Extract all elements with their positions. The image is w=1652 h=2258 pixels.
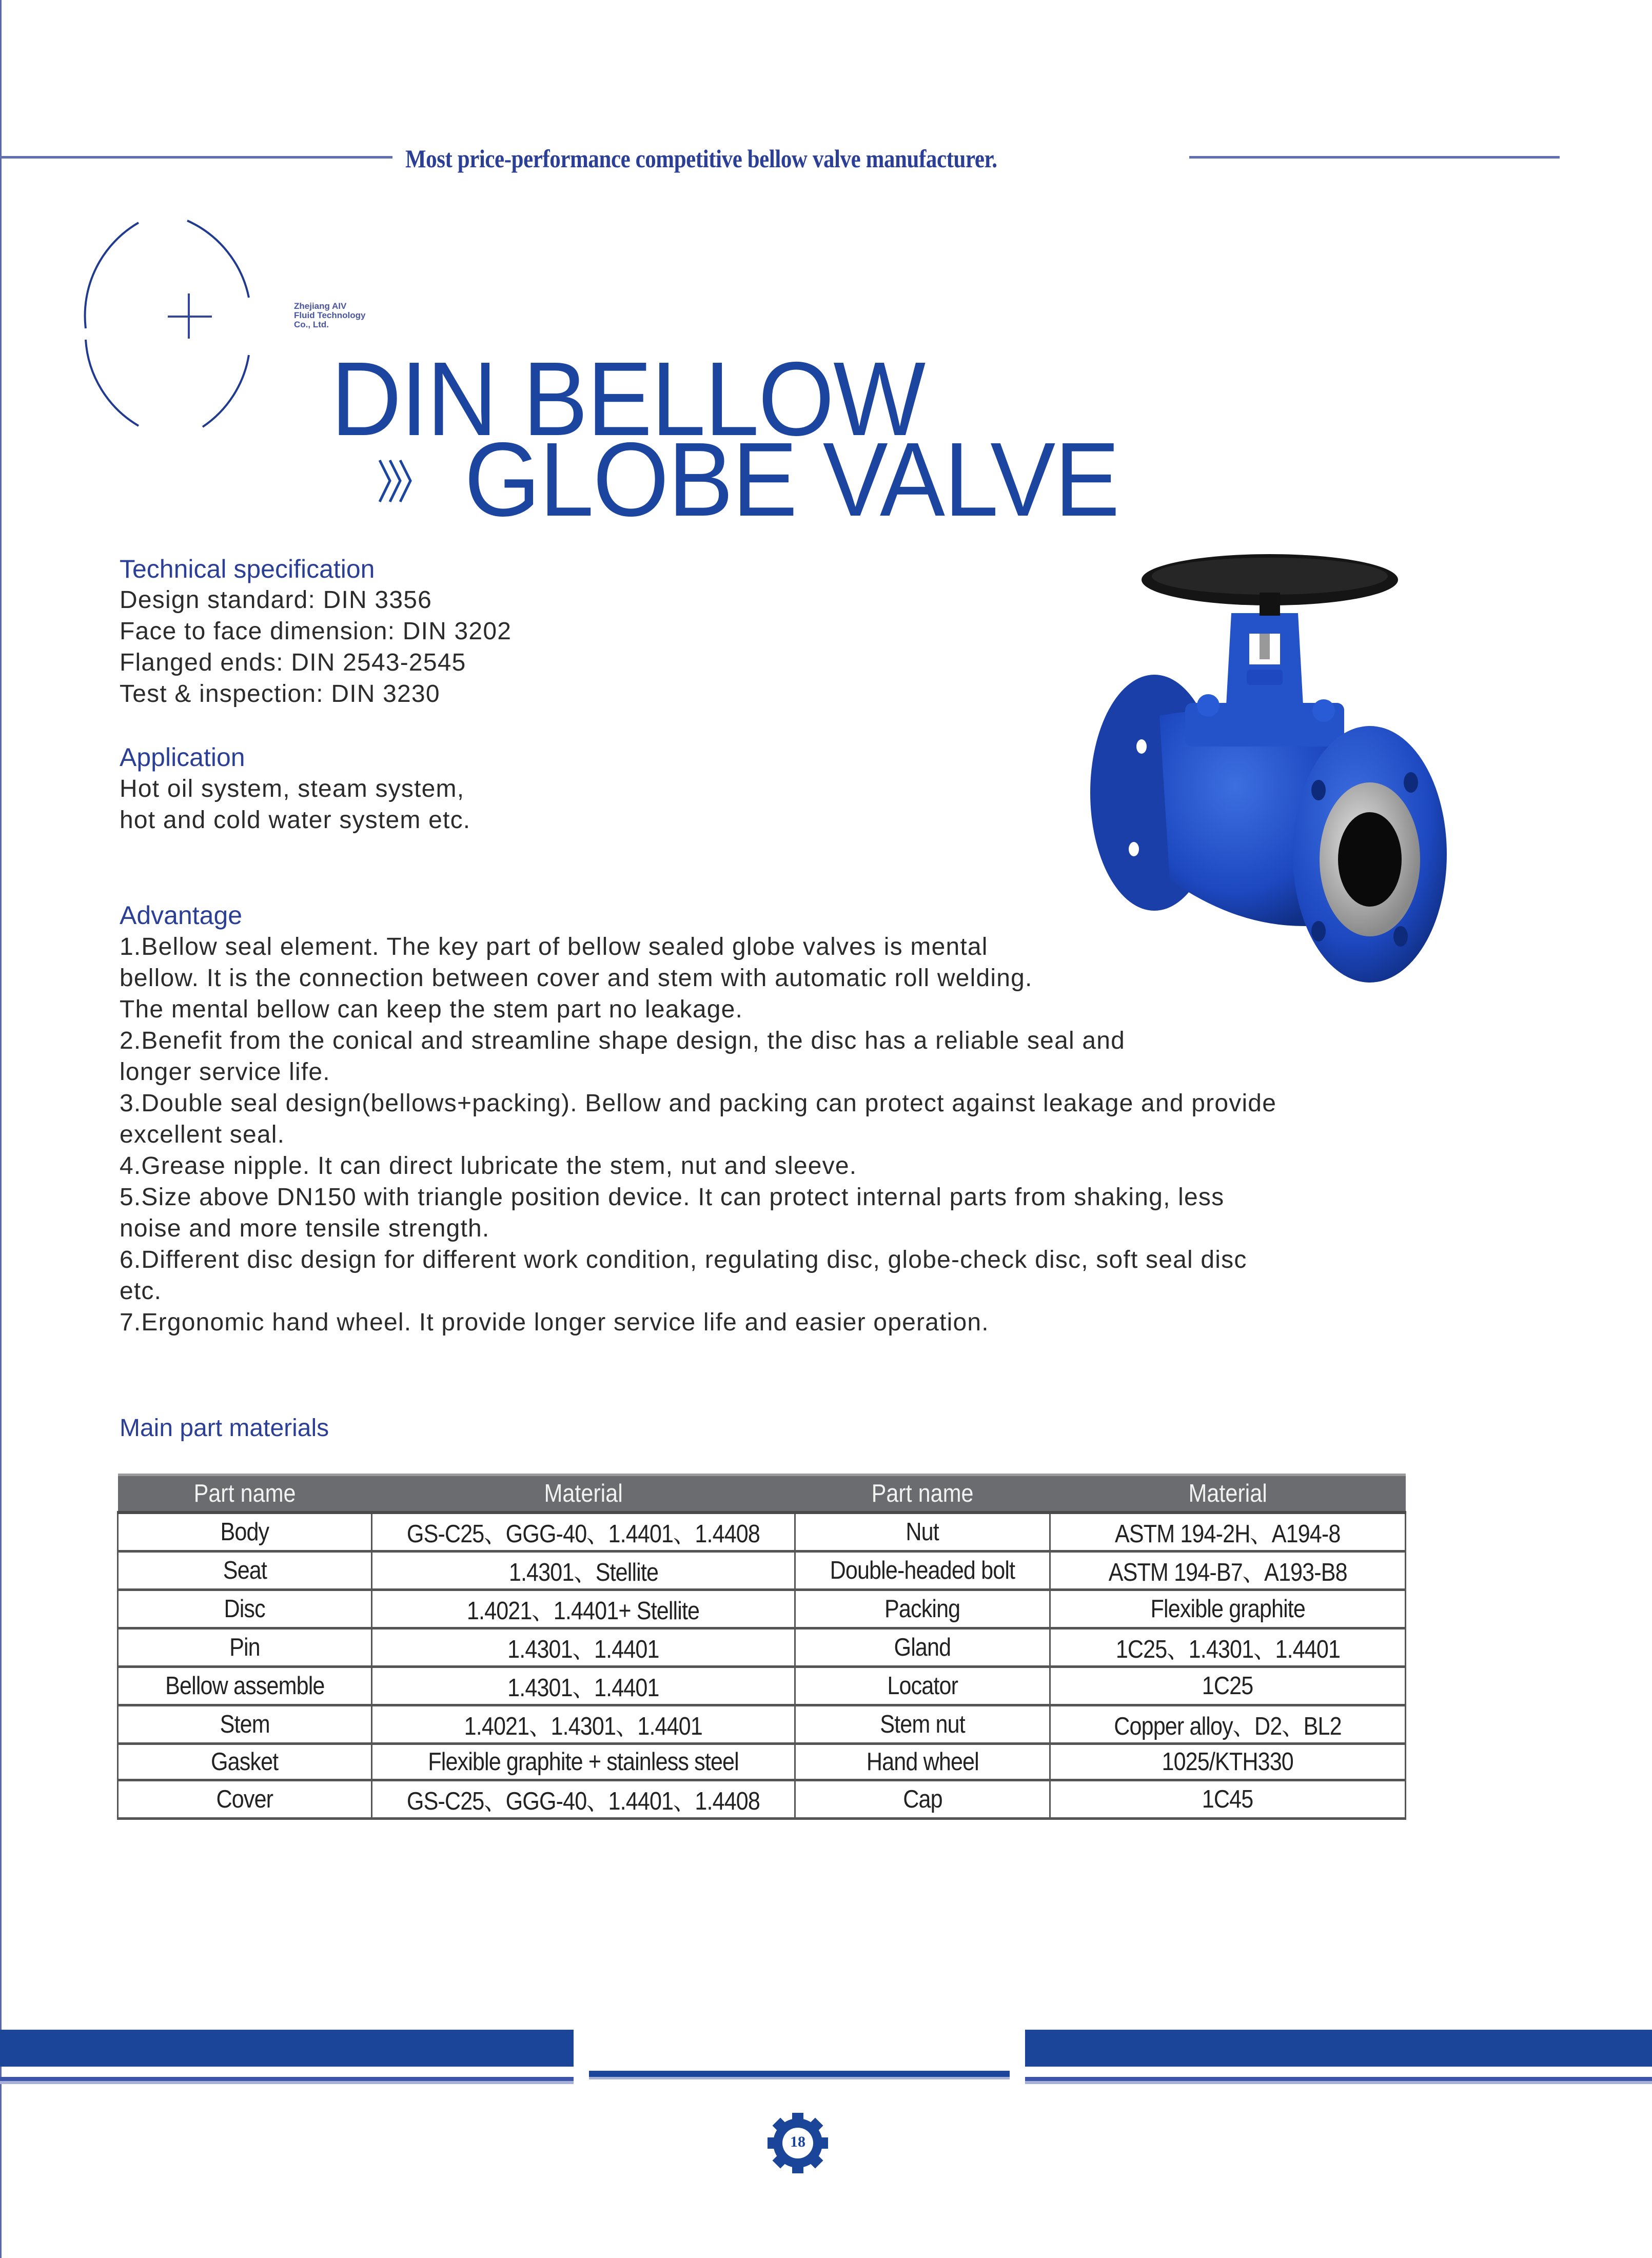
column-header-material: Material	[1050, 1475, 1406, 1513]
page-left-edge-rule	[0, 0, 2, 2258]
spec-line: Face to face dimension: DIN 3202	[120, 618, 512, 645]
part-name-cell: Stem nut	[795, 1705, 1050, 1744]
material-cell: 1.4021、1.4301、1.4401	[372, 1705, 795, 1744]
part-name-cell: Double-headed bolt	[795, 1552, 1050, 1590]
part-name-cell: Packing	[795, 1590, 1050, 1628]
material-cell: Flexible graphite	[1050, 1590, 1406, 1628]
tagline-rule-right	[1189, 156, 1560, 159]
footer-rule-center-light	[589, 2077, 1010, 2079]
advantage-line: The mental bellow can keep the stem part no leakage.	[120, 996, 743, 1023]
page-title-line-1: DIN BELLOW	[331, 340, 925, 458]
tagline-rule-left	[0, 156, 392, 159]
column-header-part-name: Part name	[795, 1475, 1050, 1513]
advantage-line: etc.	[120, 1278, 162, 1305]
company-name	[294, 302, 365, 329]
header-tagline-bar	[0, 144, 1560, 173]
part-name-cell: Body	[118, 1513, 372, 1552]
part-name-cell: Cap	[795, 1780, 1050, 1819]
part-name-cell: Locator	[795, 1667, 1050, 1705]
material-cell: 1C25	[1050, 1667, 1406, 1705]
part-name-cell: Pin	[118, 1628, 372, 1667]
page-number: 18	[790, 2133, 805, 2150]
main-part-materials-table	[117, 1474, 1406, 1820]
table-row	[118, 1744, 1406, 1780]
table-header-row	[118, 1475, 1406, 1513]
material-cell: 1.4301、Stellite	[372, 1552, 795, 1590]
column-header-material: Material	[372, 1475, 795, 1513]
table-row	[118, 1780, 1406, 1819]
part-name-cell: Bellow assemble	[118, 1667, 372, 1705]
footer-band-left	[0, 2030, 574, 2067]
advantage-line: bellow. It is the connection between cover and stem with automatic roll welding.	[120, 965, 1033, 992]
footer-rule-right-light	[1025, 2081, 1652, 2084]
company-line-3: Co., Ltd.	[294, 320, 329, 329]
advantage-line: 4.Grease nipple. It can direct lubricate the stem, nut and sleeve.	[120, 1152, 857, 1180]
part-name-cell: Disc	[118, 1590, 372, 1628]
material-cell: ASTM 194-2H、A194-8	[1050, 1513, 1406, 1552]
part-name-cell: Hand wheel	[795, 1744, 1050, 1780]
table-row	[118, 1513, 1406, 1552]
advantage-line: 5.Size above DN150 with triangle position device. It can protect internal parts from shaking, less	[120, 1184, 1225, 1211]
globe-valve-product-image	[1083, 552, 1452, 1024]
material-cell: 1025/KTH330	[1050, 1744, 1406, 1780]
material-cell: ASTM 194-B7、A193-B8	[1050, 1552, 1406, 1590]
footer-rule-left	[0, 2077, 574, 2081]
material-cell: Flexible graphite + stainless steel	[372, 1744, 795, 1780]
part-name-cell: Cover	[118, 1780, 372, 1819]
advantage-heading: Advantage	[120, 901, 243, 930]
advantage-line: noise and more tensile strength.	[120, 1215, 490, 1242]
part-name-cell: Seat	[118, 1552, 372, 1590]
part-name-cell: Gland	[795, 1628, 1050, 1667]
footer-band-center	[589, 2071, 1010, 2077]
advantage-line: 1.Bellow seal element. The key part of bellow sealed globe valves is mental	[120, 933, 988, 960]
advantage-line: 7.Ergonomic hand wheel. It provide longer service life and easier operation.	[120, 1309, 989, 1336]
material-cell: 1.4301、1.4401	[372, 1667, 795, 1705]
material-cell: 1C25、1.4301、1.4401	[1050, 1628, 1406, 1667]
application-heading: Application	[120, 743, 245, 772]
part-name-cell: Stem	[118, 1705, 372, 1744]
triple-chevron-right-icon	[379, 459, 415, 503]
crosshair-circle-logo-icon	[80, 205, 321, 446]
spec-line: Flanged ends: DIN 2543-2545	[120, 649, 466, 676]
part-name-cell: Nut	[795, 1513, 1050, 1552]
advantage-line: longer service life.	[120, 1058, 330, 1086]
advantage-line: 3.Double seal design(bellows+packing). Bellow and packing can protect against leakage and provide	[120, 1090, 1277, 1117]
table-row	[118, 1705, 1406, 1744]
column-header-part-name: Part name	[118, 1475, 372, 1513]
company-line-2: Fluid Technology	[294, 310, 366, 320]
application-line: hot and cold water system etc.	[120, 807, 471, 834]
footer-rule-left-light	[0, 2081, 574, 2084]
material-cell: GS-C25、GGG-40、1.4401、1.4408	[372, 1513, 795, 1552]
header-tagline: Most price-performance competitive bellow valve manufacturer.	[405, 144, 997, 173]
part-name-cell: Gasket	[118, 1744, 372, 1780]
spec-line: Design standard: DIN 3356	[120, 586, 432, 614]
table-row	[118, 1590, 1406, 1628]
material-cell: 1C45	[1050, 1780, 1406, 1819]
material-cell: Copper alloy、D2、BL2	[1050, 1705, 1406, 1744]
footer-rule-right	[1025, 2077, 1652, 2081]
application-line: Hot oil system, steam system,	[120, 775, 465, 802]
advantage-line: 2.Benefit from the conical and streamline shape design, the disc has a reliable seal and	[120, 1027, 1126, 1054]
material-cell: 1.4301、1.4401	[372, 1628, 795, 1667]
spec-line: Test & inspection: DIN 3230	[120, 680, 440, 708]
table-row	[118, 1667, 1406, 1705]
table-row	[118, 1552, 1406, 1590]
table-row	[118, 1628, 1406, 1667]
technical-specification-heading: Technical specification	[120, 555, 375, 583]
advantage-line: 6.Different disc design for different work condition, regulating disc, globe-check disc, soft seal disc	[120, 1246, 1247, 1273]
footer-band-right	[1025, 2030, 1652, 2067]
material-cell: 1.4021、1.4401+ Stellite	[372, 1590, 795, 1628]
advantage-line: excellent seal.	[120, 1121, 285, 1148]
main-part-materials-heading: Main part materials	[120, 1415, 329, 1442]
page-title-line-2: GLOBE VALVE	[464, 421, 1119, 538]
company-line-1: Zhejiang AIV	[294, 301, 347, 311]
material-cell: GS-C25、GGG-40、1.4401、1.4408	[372, 1780, 795, 1819]
